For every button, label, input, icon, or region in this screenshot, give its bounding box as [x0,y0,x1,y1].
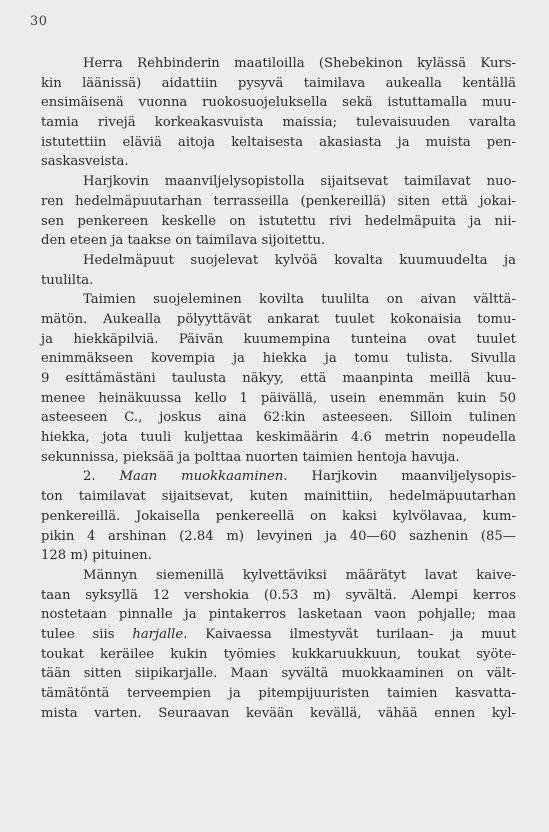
text-line: sekunnissa, pieksää ja polttaa nuorten taimien hentoja havuja. [41,449,460,465]
text-line: enimmäkseen kovempia ja hiekka ja tomu tulista. Sivulla [41,351,516,367]
text-line: mätön. Aukealla pölyyttävät ankarat tuulet kokonaisia tomu- [41,311,516,327]
text-line: tuulilta. [41,272,94,288]
text-line: taan syksyllä 12 vershokia (0.53 m) syvältä. Alempi kerros [41,587,516,603]
text-line: menee heinäkuussa kello 1 päivällä, usein enemmän kuin 50 [41,390,516,406]
text-line: 9 esittämästäni taulusta näkyy, että maanpinta meillä kuu- [41,371,516,386]
text-line: Harjkovin maanviljelysopistolla sijaitsevat taimilavat nuo- [83,174,516,190]
text-line: 128 m) pituinen. [41,548,152,564]
text-line: ja hiekkäpilviä. Päivän kuumempina tunteina ovat tuulet [41,331,516,347]
body-text [41,54,516,723]
text-line: nostetaan pinnalle ja pintakerros lasketaan vaon pohjalle; maa [41,607,516,623]
text-line: tään sitten siipikarjalle. Maan syvältä muokkaaminen on vält- [41,666,516,682]
page-number: 30 [30,14,48,29]
emphasis-word: harjalle [132,626,184,642]
section-heading: Maan muokkaaminen. [119,469,288,485]
text-line: den eteen ja taakse on taimilava sijoitettu. [41,233,326,249]
text-line: Taimien suojeleminen kovilta tuulilta on aivan välttä- [83,292,516,308]
text-line: saskasveista. [41,154,129,170]
text-line: kin läänissä) aidattiin pysyvä taimilava aukealla kentällä [41,75,516,91]
text-line: hiekka, jota tuuli kuljettaa keskimäärin 4.6 metrin nopeudella [41,430,516,446]
text-line: ton taimilavat sijaitsevat, kuten mainittiin, hedelmäpuutarhan [41,489,516,505]
text-line: pikin 4 arshinan (2.84 m) levyinen ja 40—60 sazhenin (85— [41,528,516,544]
text-line: tamia rivejä korkeakasvuista maissia; tulevaisuuden varalta [41,115,516,131]
text-line: tämätöntä terveempien ja pitempijuuristen taimien kasvatta- [41,686,516,701]
text-line: mista varten. Seuraavan kevään kevällä, vähää ennen kyl- [41,705,516,721]
text-line: asteeseen C., joskus aina 62:kin asteeseen. Silloin tulinen [41,410,516,426]
text-line: tulee siis harjalle. Kaivaessa ilmestyvät turilaan- ja muut [41,626,516,642]
text-line: Männyn siemenillä kylvettäviksi määrätyt lavat kaive- [83,567,516,583]
text-line: ren hedelmäpuutarhan terrasseilla (penkereillä) siten että jokai- [41,193,516,209]
text-line: ensimäisenä vuonna ruokosuojeluksella sekä istuttamalla muu- [41,95,516,111]
text-line: Herra Rehbinderin maatiloilla (Shebekinon kylässä Kurs- [83,56,516,71]
text-line: sen penkereen keskelle on istutettu rivi hedelmäpuita ja nii- [41,213,516,229]
text-line: penkereillä. Jokaisella penkereellä on kaksi kylvölavaa, kum- [41,508,516,524]
text-line: toukat keräilee kukin työmies kukkaruukkuun, toukat syöte- [41,646,516,662]
text-line: Hedelmäpuut suojelevat kylvöä kovalta kuumuudelta ja [83,252,516,268]
text-line: istutettiin eläviä aitoja keltaisesta akasiasta ja muista pen- [41,134,516,150]
section-heading-line: 2. Maan muokkaaminen. Harjkovin maanviljelysopis- [83,469,516,485]
